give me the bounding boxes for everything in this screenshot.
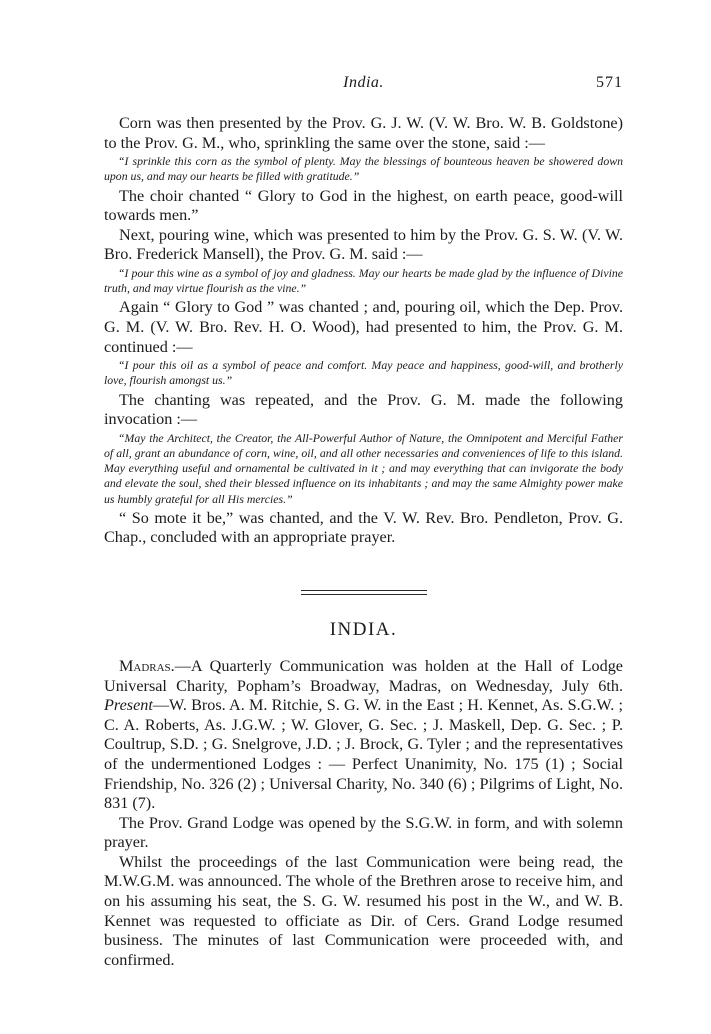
running-title: India. bbox=[343, 74, 384, 91]
quote-wine: “I pour this wine as a symbol of joy and gladness. May our hearts be made glad by the influence of Divine truth, and may virtue flourish as the vine.” bbox=[104, 265, 623, 296]
divider-rule-thick bbox=[301, 590, 427, 591]
paragraph-wine: Next, pouring wine, which was presented to him by the Prov. G. S. W. (V. W. Bro. Frederick Mansell), the Prov. G. M. said :— bbox=[104, 225, 623, 264]
quote-oil: “I pour this oil as a symbol of peace and comfort. May peace and happiness, good-will, and brotherly love, flourish amongst us.” bbox=[104, 358, 623, 388]
section-heading: INDIA. bbox=[329, 618, 398, 640]
section-divider bbox=[301, 590, 427, 595]
running-head bbox=[104, 74, 623, 100]
paragraph-invocation: The chanting was repeated, and the Prov. G. M. made the following invocation :— bbox=[104, 390, 623, 429]
madras-lead: Madras. bbox=[119, 656, 175, 675]
madras-text-2: —W. Bros. A. M. Ritchie, S. G. W. in the East ; H. Kennet, As. S.G.W. ; C. A. Roberts, As. J.G.W. ; W. Glover, G. Sec. ; J. Maskell, Dep. G. Sec. ; P. Coultrup, S.D. ; G. Snelgrove, J.D. ; J. Brock, G. Tyler ; and the representatives of the undermentioned Lodges : — Perfect Unanimity, No. 175 (1) ; Social Friendship, No. 326 (2) ; Universal Charity, No. 340 (6) ; Pilgrims of Light, No. 831 (7). bbox=[104, 696, 623, 813]
present-label: Present bbox=[104, 696, 153, 715]
page bbox=[104, 74, 623, 970]
page-number: 571 bbox=[596, 74, 623, 91]
madras-text-1: —A Quarterly Communication was holden at the Hall of Lodge Universal Charity, Popham’s Broadway, Madras, on Wednesday, July 6th. bbox=[104, 656, 623, 695]
paragraph-oil: Again “ Glory to God ” was chanted ; and, pouring oil, which the Dep. Prov. G. M. (V. W. Bro. Rev. H. O. Wood), had presented to him, the Prov. G. M. continued :— bbox=[104, 298, 623, 356]
quote-corn: “I sprinkle this corn as the symbol of plenty. May the blessings of bounteous heaven be showered down upon us, and may our hearts be filled with gratitude.” bbox=[104, 154, 623, 184]
paragraph-opening: The Prov. Grand Lodge was opened by the S.G.W. in form, and with solemn prayer. bbox=[104, 813, 623, 852]
paragraph-choir: The choir chanted “ Glory to God in the highest, on earth peace, good-will towards men.” bbox=[104, 186, 623, 225]
paragraph-madras bbox=[104, 657, 623, 814]
paragraph-whilst: Whilst the proceedings of the last Communication were being read, the M.W.G.M. was announced. The whole of the Brethren arose to receive him, and on his assuming his seat, the S. G. W. resumed his post in the W., and W. B. Kennet was requested to officiate as Dir. of Cers. Grand Lodge resumed business. The minutes of last Communication were proceeded with, and confirmed. bbox=[104, 852, 623, 969]
paragraph-so-mote-it-be: “ So mote it be,” was chanted, and the V. W. Rev. Bro. Pendleton, Prov. G. Chap., concluded with an appropriate prayer. bbox=[104, 508, 623, 547]
divider-rule-thin bbox=[301, 594, 427, 595]
quote-invocation: “May the Architect, the Creator, the All-Powerful Author of Nature, the Omnipotent and Merciful Father of all, grant an abundance of corn, wine, oil, and all other necessaries and conveniences of life to this island. May everything useful and ornamental be cultivated in it ; and may everything that can invigorate the body and elevate the soul, shed their blessed influence on its inhabitants ; and may the same Almighty power make us humbly grateful for all His mercies.” bbox=[104, 430, 623, 506]
paragraph-corn: Corn was then presented by the Prov. G. J. W. (V. W. Bro. W. B. Goldstone) to the Prov. G. M., who, sprinkling the same over the stone, said :— bbox=[104, 114, 623, 152]
